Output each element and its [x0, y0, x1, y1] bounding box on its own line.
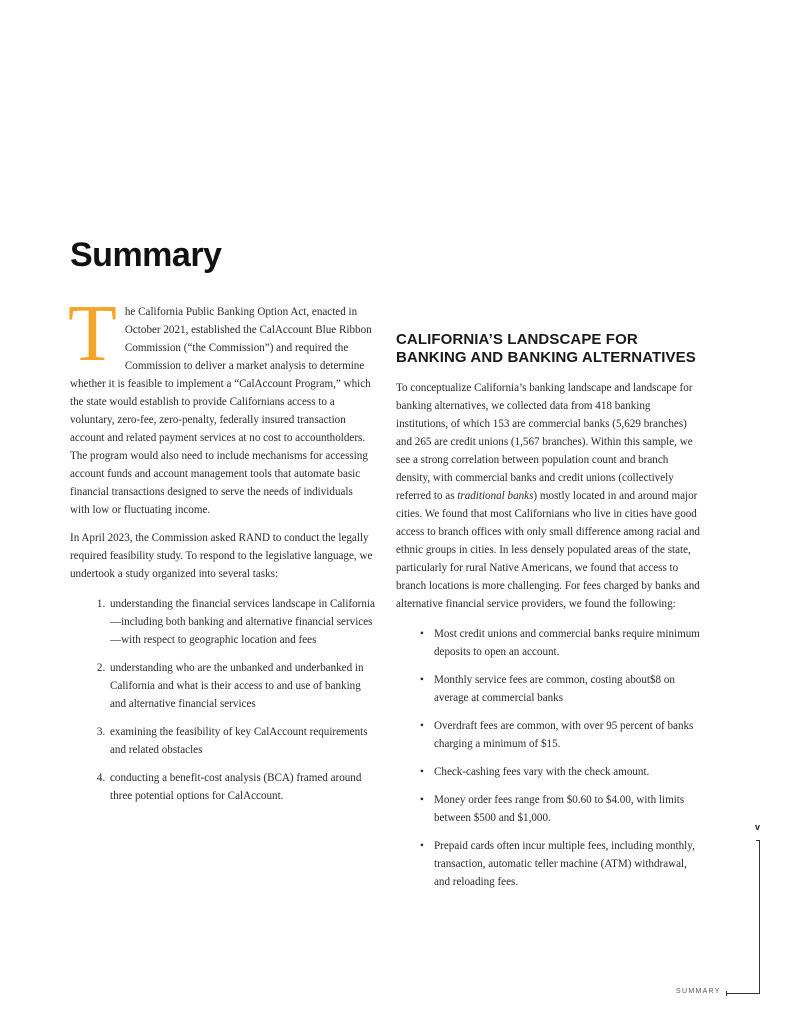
task-item: 1. understanding the financial services landscape in California—including both banking and alternative financial services—with respect to geographic location and fees	[108, 595, 375, 649]
landscape-paragraph	[396, 379, 702, 613]
fee-item: • Monthly service fees are common, costing about$8 on average at commercial banks	[434, 671, 702, 707]
section-heading: CALIFORNIA’S LANDSCAPE FOR BANKING AND BANKING ALTERNATIVES	[396, 331, 696, 366]
page-title: Summary	[70, 236, 222, 274]
intro-paragraph	[68, 290, 375, 519]
fee-item: • Overdraft fees are common, with over 95 percent of banks charging a minimum of $15.	[434, 717, 702, 753]
task-item: 4. conducting a benefit-cost analysis (BCA) framed around three potential options for CalAccount.	[108, 769, 375, 805]
fee-item: • Money order fees range from $0.60 to $4.00, with limits between $500 and $1,000.	[434, 791, 702, 827]
intro-text: he California Public Banking Option Act, enacted in October 2021, established the CalAccount Blue Ribbon Commission (“the Commission”) and required the Commission to deliver a market analysis to determine whether it is feasible to implement a “CalAccount Program,” which the state would establish to provide Californians access to a voluntary, zero-fee, zero-penalty, federally insured transaction account and related payment services at no cost to accountholders. The program would also need to include mechanisms for accessing account funds and account management tools that automate basic financial transactions designed to serve the needs of individuals with low or fluctuating income.	[70, 306, 372, 516]
study-paragraph: In April 2023, the Commission asked RAND to conduct the legally required feasibility study. To respond to the legislative language, we undertook a study organized into several tasks:	[70, 532, 373, 580]
left-column	[68, 290, 375, 815]
running-footer: SUMMARY	[676, 988, 721, 995]
fee-item: • Most credit unions and commercial banks require minimum deposits to open an account.	[434, 625, 702, 661]
task-item: 2. understanding who are the unbanked and underbanked in California and what is their access to and use of banking and alternative financial services	[108, 659, 375, 713]
landscape-emphasis: traditional banks	[457, 490, 534, 502]
fee-item: • Prepaid cards often incur multiple fees, including monthly, transaction, automatic teller machine (ATM) withdrawal, and reloading fees.	[434, 837, 702, 891]
landscape-text-b: ) mostly located in and around major cities. We found that most Californians who live in cities have good access to branch offices with only small difference among racial and ethnic groups in cities. In less densely populated areas of the state, particularly for rural Native Americans, we found that access to branch locations is more challenging. For fees charged by banks and alternative financial service providers, we found the following:	[396, 490, 700, 610]
margin-rule-horizontal	[726, 993, 760, 994]
task-list	[70, 595, 375, 805]
drop-cap: T	[68, 290, 117, 378]
page-number: v	[755, 822, 761, 832]
right-column	[396, 331, 702, 901]
margin-rule-vertical	[759, 840, 760, 993]
fee-list	[396, 625, 702, 891]
task-item: 3. examining the feasibility of key CalAccount requirements and related obstacles	[108, 723, 375, 759]
fee-item: • Check-cashing fees vary with the check amount.	[434, 763, 702, 781]
landscape-text-a: To conceptualize California’s banking landscape and landscape for banking alternatives, we collected data from 418 banking institutions, of which 153 are commercial banks (5,629 branches) and 265 are credit unions (1,567 branches). Within this sample, we see a strong correlation between population count and branch density, with commercial banks and credit unions (collectively referred to as	[396, 382, 693, 502]
